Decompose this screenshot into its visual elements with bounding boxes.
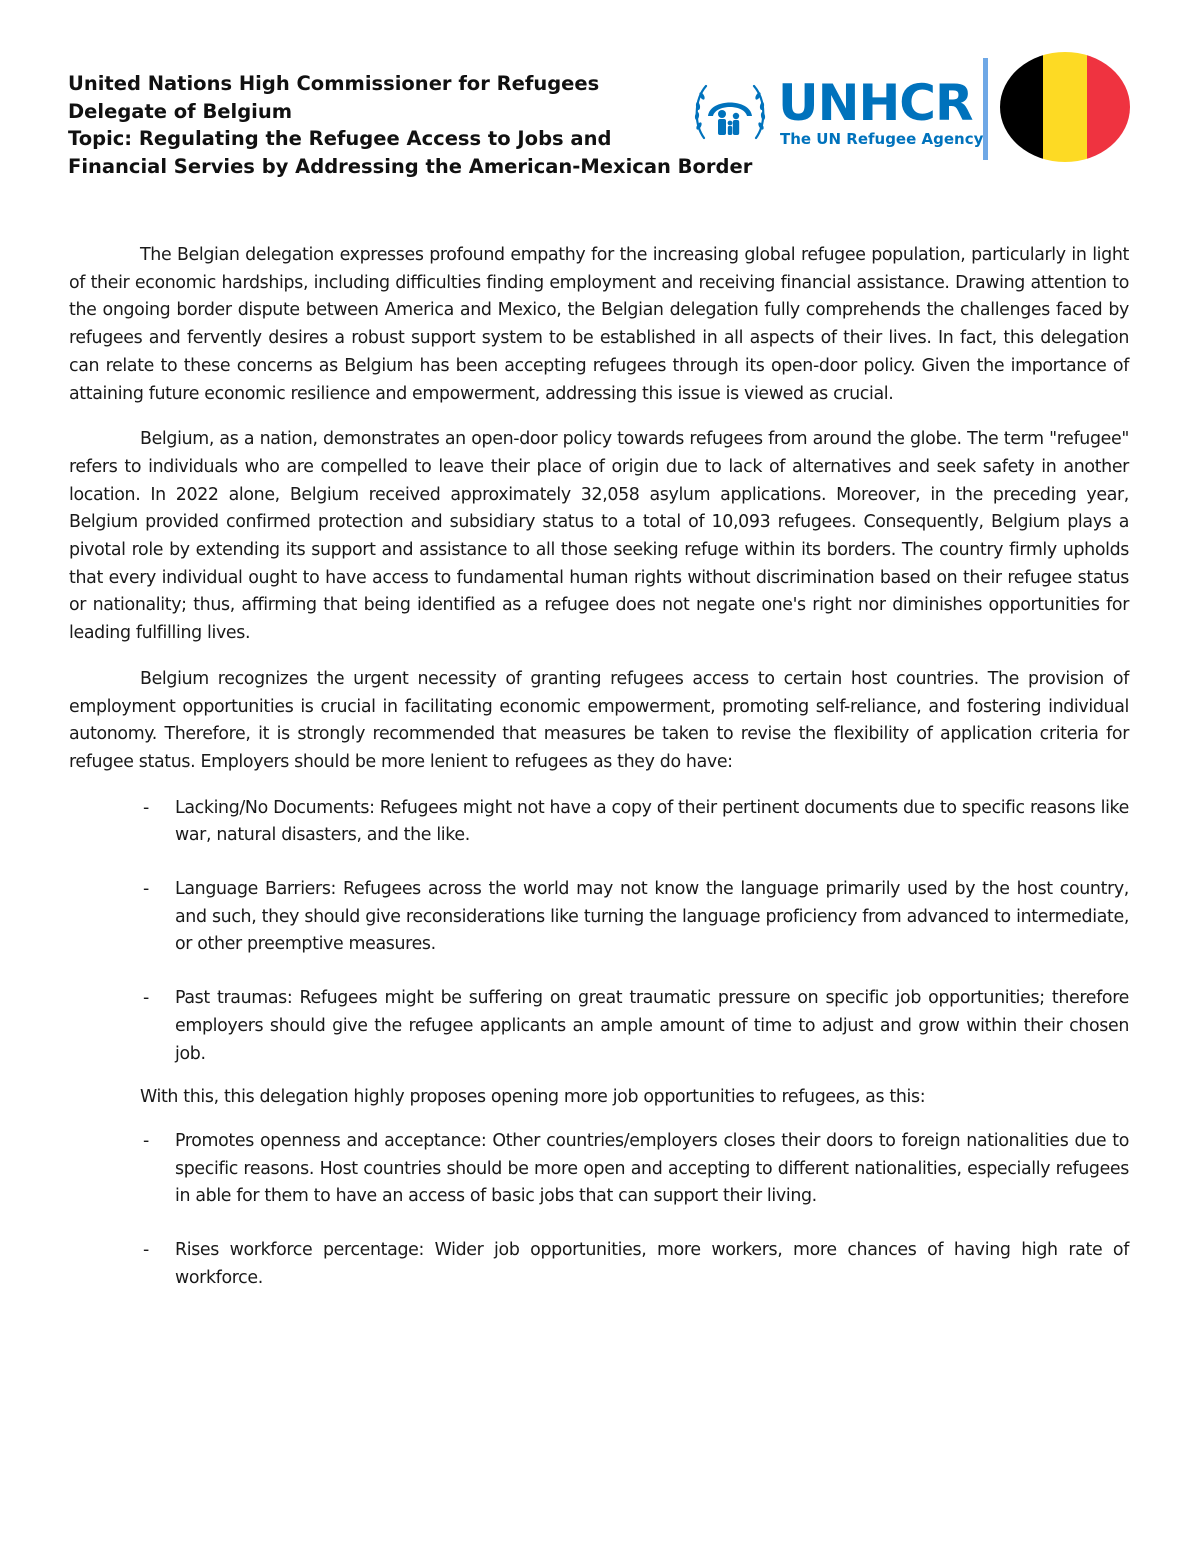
logo-area <box>690 52 1135 164</box>
list-item <box>69 1128 1129 1211</box>
flag-stripe-yellow <box>1043 52 1086 162</box>
list-item <box>69 985 1129 1068</box>
transition-sentence: With this, this delegation highly proposes opening more job opportunities to refugees, as this: <box>140 1087 926 1108</box>
unhcr-wordmark: UNHCR <box>778 74 973 132</box>
bullet-dash: - <box>143 1130 149 1151</box>
list-item <box>69 876 1129 959</box>
header-delegate: Delegate of Belgium <box>68 99 293 123</box>
bullet-text-language: Language Barriers: Refugees across the world may not know the language primarily used by the host country, and such, they should give reconsiderations like turning the language proficiency from advanced to intermediate, or other preemptive measures. <box>175 879 1129 955</box>
paragraph-introduction: The Belgian delegation expresses profound empathy for the increasing global refugee population, particularly in light of their economic hardships, including difficulties finding employment and receiving financial assistance. Drawing attention to the ongoing border dispute between America and Mexico, the Belgian delegation fully comprehends the challenges faced by refugees and fervently desires a robust support system to be established in all aspects of their lives. In fact, this delegation can relate to these concerns as Belgium has been accepting refugees through its open-door policy. Given the importance of attaining future economic resilience and empowerment, addressing this issue is viewed as crucial. <box>69 245 1129 404</box>
bullet-text-workforce: Rises workforce percentage: Wider job opportunities, more workers, more chances of having high rate of workforce. <box>175 1240 1129 1288</box>
bullet-dash: - <box>143 797 149 818</box>
unhcr-emblem-icon <box>690 76 770 146</box>
unhcr-tagline: The UN Refugee Agency <box>780 130 984 148</box>
bullet-text-openness: Promotes openness and acceptance: Other countries/employers closes their doors to foreign nationalities due to specific reasons. Host countries should be more open and accepting to different nationalities, especially refugees in able for them to have an access of basic jobs that can support their living. <box>175 1130 1129 1207</box>
bullet-text-traumas: Past traumas: Refugees might be suffering on great traumatic pressure on specific job opportunities; therefore employers should give the refugee applicants an ample amount of time to adjust and grow within their chosen job. <box>175 988 1129 1064</box>
list-item <box>69 1237 1129 1292</box>
belgium-flag-icon <box>1000 52 1130 162</box>
document-header <box>68 70 768 180</box>
bullet-dash: - <box>143 879 149 900</box>
logo-divider <box>983 58 988 160</box>
bullet-text-documents: Lacking/No Documents: Refugees might not have a copy of their pertinent documents due to specific reasons like war, natural disasters, and the like. <box>175 797 1129 846</box>
flag-stripe-red <box>1087 52 1130 162</box>
header-committee: United Nations High Commissioner for Refugees <box>68 72 600 95</box>
header-topic-line-2: Financial Servies by Addressing the American-Mexican Border <box>68 154 753 178</box>
flag-stripe-black <box>1000 52 1043 162</box>
position-paper-body <box>69 242 1129 1319</box>
header-topic-line-1: Topic: Regulating the Refugee Access to Jobs and <box>68 127 612 150</box>
paragraph-belgium-policy: Belgium, as a nation, demonstrates an open-door policy towards refugees from around the globe. The term "refugee" refers to individuals who are compelled to leave their place of origin due to lack of alternatives and seek safety in another location. In 2022 alone, Belgium received approximately 32,058 asylum applications. Moreover, in the preceding year, Belgium provided confirmed protection and subsidiary status to a total of 10,093 refugees. Consequently, Belgium plays a pivotal role by extending its support and assistance to all those seeking refuge within its borders. The country firmly upholds that every individual ought to have access to fundamental human rights without discrimination based on their refugee status or nationality; thus, affirming that being identified as a refugee does not negate one's right nor diminishes opportunities for leading fulfilling lives. <box>69 429 1129 644</box>
bullet-dash: - <box>143 988 149 1009</box>
bullet-dash: - <box>143 1240 149 1261</box>
list-item <box>69 795 1129 850</box>
paragraph-recommendation: Belgium recognizes the urgent necessity of granting refugees access to certain host countries. The provision of employment opportunities is crucial in facilitating economic empowerment, promoting self-reliance, and fostering individual autonomy. Therefore, it is strongly recommended that measures be taken to revise the flexibility of application criteria for refugee status. Employers should be more lenient to refugees as they do have: <box>69 668 1129 772</box>
